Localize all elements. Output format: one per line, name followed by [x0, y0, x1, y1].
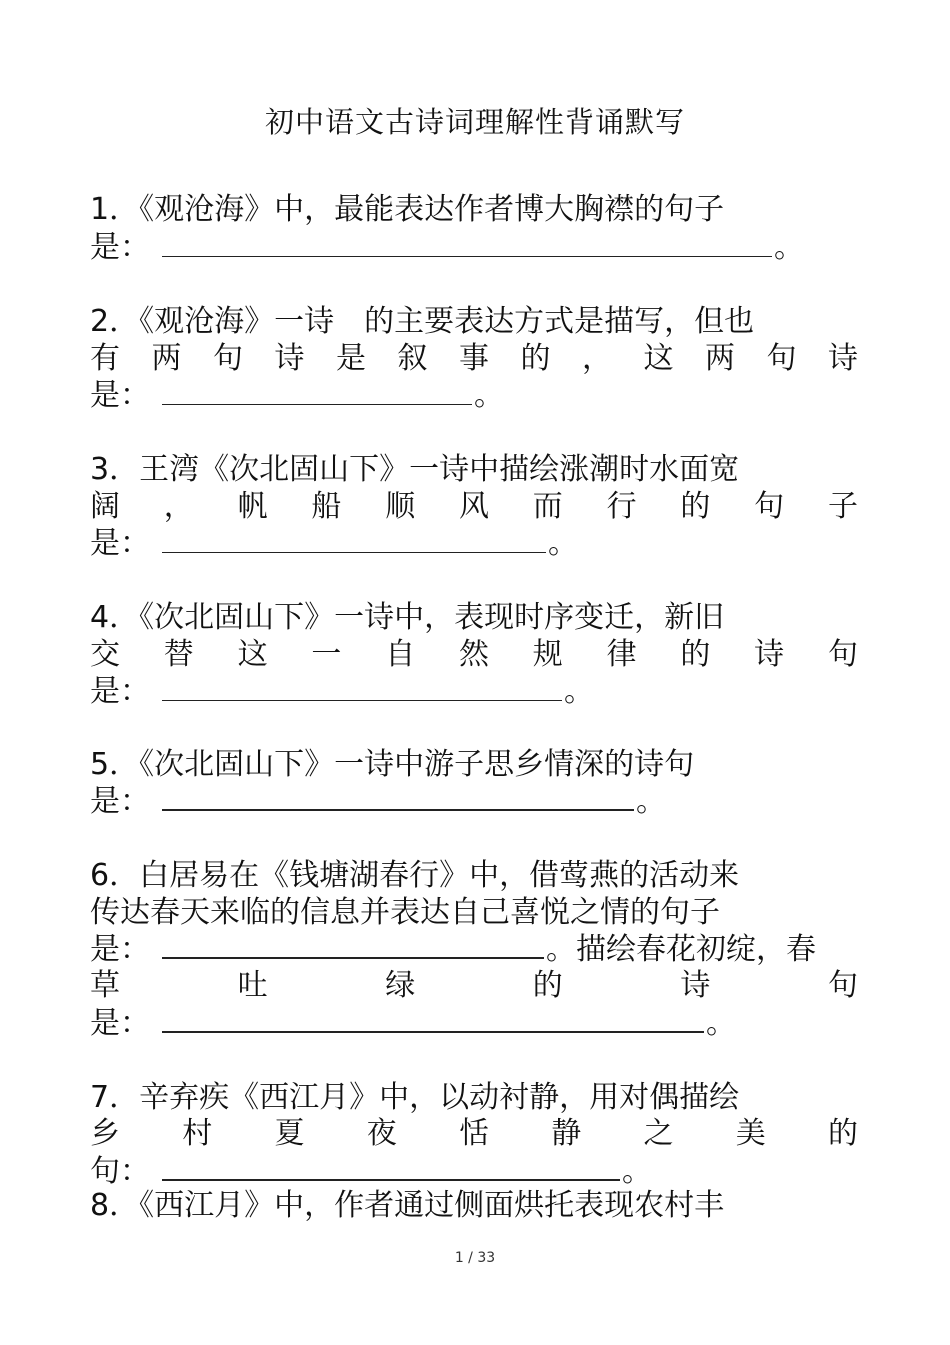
- q5-answer-blank[interactable]: [162, 783, 634, 811]
- q3-line-2-char: 风: [458, 489, 489, 524]
- q6-line-2: 传达春天来临的信息并表达自己喜悦之情的句子: [90, 895, 720, 930]
- q4-line-2: [90, 635, 858, 675]
- q6-line-4-char: 的: [532, 968, 563, 1003]
- q4-line-2-char: 规: [532, 637, 563, 672]
- q8-line-1: 8．《西江月》中，作者通过侧面烘托表现农村丰: [90, 1188, 725, 1223]
- q3-line-2-char: ，: [163, 489, 194, 524]
- q3-line-3: 是： 。: [90, 526, 578, 561]
- q7-line-2-char: 恬: [459, 1116, 489, 1151]
- q2-line-1: 2．《观沧海》一诗 的主要表达方式是描写，但也: [90, 304, 755, 339]
- q7-line-3: 句： 。: [90, 1154, 652, 1189]
- q2-line-2-char: 是: [336, 341, 366, 376]
- q6-line-5: 是： 。: [90, 1006, 736, 1041]
- q3-line-2-char: 句: [754, 489, 785, 524]
- q7-line-2-char: 夜: [366, 1116, 397, 1151]
- q3-line-2-char: 阔: [90, 489, 120, 524]
- q6-line-1: 6．白居易在《钱塘湖春行》中，借莺燕的活动来: [90, 858, 740, 893]
- q6-line-4-char: 草: [90, 968, 120, 1003]
- q4-answer-blank[interactable]: [162, 674, 562, 701]
- q3-line-2-char: 行: [606, 489, 637, 524]
- q6-line-4-char: 吐: [237, 968, 268, 1003]
- q7-line-2-char: 美: [735, 1116, 766, 1151]
- q4-line-2-char: 自: [385, 637, 416, 672]
- q3-answer-blank[interactable]: [162, 526, 546, 553]
- q5-line-2: 是： 。: [90, 784, 666, 819]
- q2-line-2-char: 句: [213, 341, 243, 376]
- q1-line-2: 是： 。: [90, 230, 804, 265]
- q3-line-2: [90, 487, 858, 527]
- q6-answer-blank-2[interactable]: [162, 1005, 704, 1033]
- q4-line-2-char: 句: [827, 637, 858, 672]
- q2-line-2-char: 两: [705, 341, 735, 376]
- q4-line-1: 4．《次北固山下》一诗中，表现时序变迁，新旧: [90, 600, 725, 635]
- q7-line-2-char: 静: [551, 1116, 582, 1151]
- q6-line-4-char: 句: [827, 968, 858, 1003]
- q4-line-2-char: 这: [237, 637, 268, 672]
- q6-line-4-char: 绿: [385, 968, 416, 1003]
- q1-answer-blank[interactable]: [162, 230, 772, 257]
- q3-line-2-char: 帆: [237, 489, 268, 524]
- q2-line-3: 是： 。: [90, 378, 504, 413]
- q4-line-2-char: 替: [163, 637, 194, 672]
- page-number: 1 / 33: [454, 1250, 496, 1266]
- q2-line-2-char: 诗: [274, 341, 305, 376]
- q2-line-2-char: 句: [766, 341, 797, 376]
- q2-line-2-char: 这: [643, 341, 674, 376]
- q7-line-2-char: 夏: [274, 1116, 305, 1151]
- q2-line-2-char: 事: [459, 341, 489, 376]
- q2-line-2-char: 的: [520, 341, 551, 376]
- page-title: 初中语文古诗词理解性背诵默写: [264, 105, 685, 139]
- q6-line-3: 是： 。描绘春花初绽，春: [90, 932, 816, 967]
- q7-line-1: 7．辛弃疾《西江月》中，以动衬静，用对偶描绘: [90, 1080, 740, 1115]
- q2-answer-blank[interactable]: [162, 378, 472, 405]
- q4-line-2-char: 的: [680, 637, 711, 672]
- q2-line-2-char: 诗: [828, 341, 858, 376]
- q2-line-2-char: 两: [151, 341, 182, 376]
- q3-line-1: 3．王湾《次北固山下》一诗中描绘涨潮时水面宽: [90, 452, 740, 487]
- q7-line-2-char: 村: [182, 1116, 213, 1151]
- q4-line-2-char: 律: [606, 637, 637, 672]
- q4-line-2-char: 然: [458, 637, 489, 672]
- q2-line-2: [90, 339, 858, 379]
- q6-line-4: [90, 966, 858, 1006]
- q6-line-4-char: 诗: [680, 968, 711, 1003]
- q4-line-2-char: 一: [311, 637, 342, 672]
- q2-line-2-char: 叙: [397, 341, 428, 376]
- q4-line-3: 是： 。: [90, 674, 594, 709]
- q3-line-2-char: 船: [311, 489, 342, 524]
- q7-answer-blank[interactable]: [162, 1153, 620, 1181]
- q3-line-2-char: 顺: [385, 489, 416, 524]
- q4-line-2-char: 诗: [754, 637, 785, 672]
- q3-line-2-char: 子: [827, 489, 858, 524]
- q7-line-2-char: 之: [643, 1116, 674, 1151]
- q4-line-2-char: 交: [90, 637, 120, 672]
- q7-line-2-char: 的: [828, 1116, 858, 1151]
- q2-line-2-char: 有: [90, 341, 120, 376]
- q5-line-1: 5．《次北固山下》一诗中游子思乡情深的诗句: [90, 747, 695, 782]
- q7-line-2: [90, 1114, 858, 1154]
- q1-line-1: 1．《观沧海》中，最能表达作者博大胸襟的句子: [90, 192, 725, 227]
- q6-answer-blank-1[interactable]: [162, 931, 544, 959]
- q2-line-2-char: ，: [582, 341, 612, 376]
- q7-line-2-char: 乡: [90, 1116, 120, 1151]
- q3-line-2-char: 而: [532, 489, 563, 524]
- q3-line-2-char: 的: [680, 489, 711, 524]
